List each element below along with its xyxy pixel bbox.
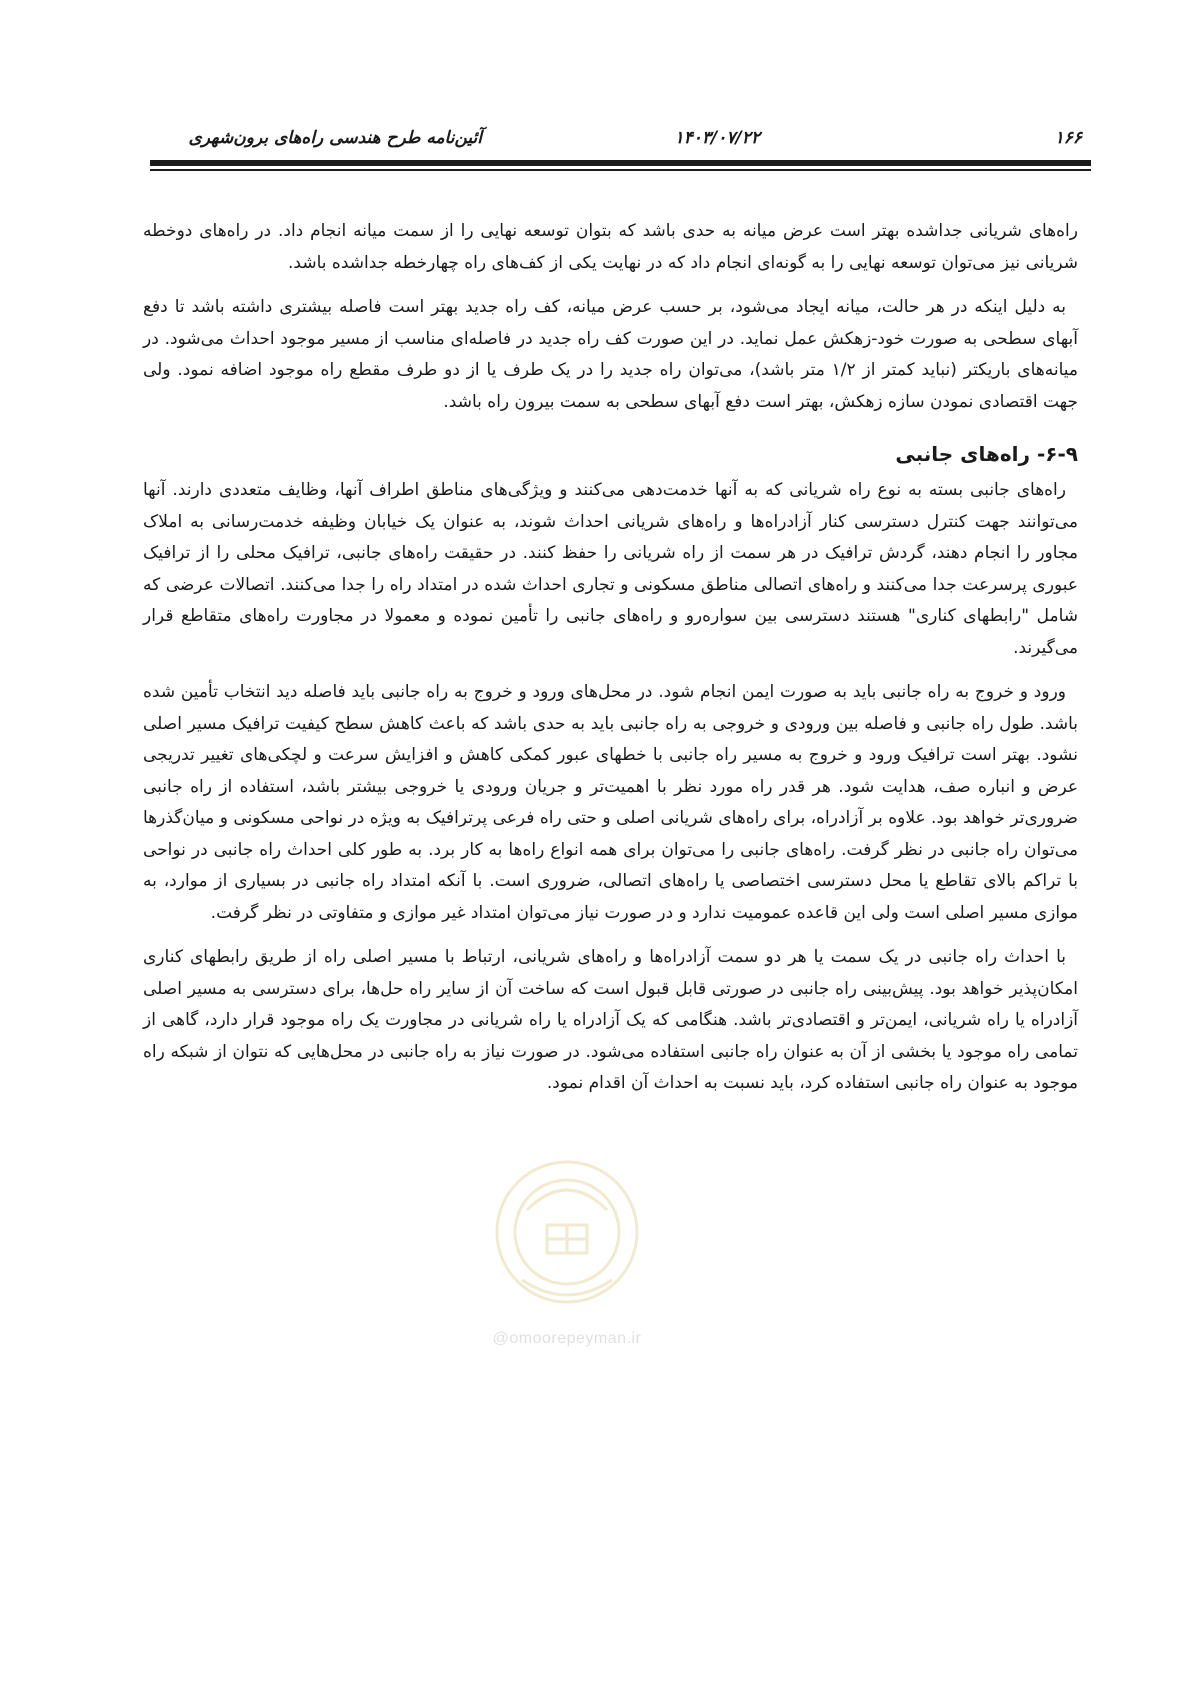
header-date: ۱۴۰۳/۰۷/۲۲ (674, 128, 760, 148)
watermark-logo (482, 1140, 652, 1370)
page-content (143, 216, 1078, 1113)
paragraph-top-1: راه‌های شریانی جداشده بهتر است عرض میانه به حدی باشد که بتوان توسعه نهایی را از سمت میانه انجام داد. در راه‌های دوخطه شریانی نیز می‌توان توسعه نهایی را به گونه‌ای انجام داد که در نهایت یکی از کف‌های راه چهارخطه جداشده باشد. (143, 221, 1078, 273)
page-header (150, 128, 1090, 158)
header-rule-thin (150, 169, 1091, 171)
section-paragraph-1: راه‌های جانبی بسته به نوع راه شریانی که به آنها خدمت‌دهی می‌کنند و ویژگی‌های مناطق اطراف آنها، وظایف متعددی دارند. آنها می‌توانند جهت کنترل دسترسی کنار آزادراه‌ها و راه‌های شریانی احداث شوند، به عنوان یک خیابان وظیفه خدمت‌رسانی به املاک مجاور را انجام دهند، گردش ترافیک در هر سمت از راه شریانی را حفظ کنند. در حقیقت راه‌های جانبی، ترافیک محلی را از ترافیک عبوری پرسرعت جدا می‌کنند و راه‌های اتصالی مناطق مسکونی و تجاری احداث شده در امتداد راه را جدا می‌کنند. اتصالات عرضی که شامل "رابطهای کناری" هستند دسترسی بین سواره‌رو و راه‌های جانبی را تأمین نموده و معمولا در مجاورت راه‌های متقاطع قرار می‌گیرند. (143, 480, 1078, 658)
watermark-text: @omoorepeyman.ir (492, 1330, 642, 1347)
header-title: آئین‌نامه طرح هندسی راه‌های برون‌شهری (188, 128, 482, 148)
section-paragraph-3: با احداث راه جانبی در یک سمت یا هر دو سمت آزادراه‌ها و راه‌های شریانی، ارتباط با مسیر اصلی راه از طریق رابطهای کناری امکان‌پذیر خواهد بود. پیش‌بینی راه جانبی در صورتی قابل قبول است که ساخت آن از سایر راه حل‌ها، برای دسترسی به مسیر اصلی آزادراه یا راه شریانی، ایمن‌تر و اقتصادی‌تر باشد. هنگامی که یک آزادراه یا راه شریانی در مجاورت یک راه موجود قرار دارد، گاهی از تمامی راه موجود یا بخشی از آن به عنوان راه جانبی استفاده می‌شود. در صورت نیاز به راه جانبی در محل‌هایی که نتوان از شبکه راه موجود به عنوان راه جانبی استفاده کرد، باید نسبت به احداث آن اقدام نمود. (143, 947, 1078, 1093)
header-rule-thick (150, 160, 1091, 166)
section-heading: ۶-۹- راه‌های جانبی (895, 442, 1078, 466)
page-number: ۱۶۶ (1054, 128, 1082, 148)
watermark-seal-icon (482, 1140, 652, 1330)
paragraph-top-2: به دلیل اینکه در هر حالت، میانه ایجاد می‌شود، بر حسب عرض میانه، کف راه جدید بهتر است فاصله بیشتری داشته باشد تا دفع آبهای سطحی به صورت خود-زهکش عمل نماید. در این صورت کف راه جدید در فاصله‌ای مناسب از مسیر موجود احداث می‌شود. در میانه‌های باریکتر (نباید کمتر از ۱/۲ متر باشد)، می‌توان راه جدید را در یک طرف یا از دو طرف مقطع راه موجود اضافه نمود. ولی جهت اقتصادی نمودن سازه زهکش، بهتر است دفع آبهای سطحی به سمت بیرون راه باشد. (143, 297, 1078, 412)
section-paragraph-2: ورود و خروج به راه جانبی باید به صورت ایمن انجام شود. در محل‌های ورود و خروج به راه جانبی باید فاصله دید انتخاب تأمین شده باشد. طول راه جانبی و فاصله بین ورودی و خروجی به راه جانبی باید به حدی باشد که باعث کاهش سطح کیفیت ترافیک مسیر اصلی نشود. بهتر است ترافیک ورود و خروج به مسیر راه جانبی با خطهای عبور کمکی کاهش و افزایش سرعت و لچکی‌های تغییر تدریجی عرض و انباره صف، هدایت شود. هر قدر راه مورد نظر با اهمیت‌تر و جریان ورودی یا خروجی بیشتر باشد، استفاده از راه جانبی ضروری‌تر خواهد بود. علاوه بر آزادراه، برای راه‌های شریانی اصلی و حتی راه فرعی پرترافیک به ویژه در نواحی مسکونی و میان‌گذرها می‌توان راه جانبی در نظر گرفت. راه‌های جانبی را می‌توان برای همه انواع راه‌ها به کار برد. به طور کلی احداث راه جانبی در نواحی با تراکم بالای تقاطع یا محل دسترسی اختصاصی یا راه‌های اتصالی، ضروری است. با آنکه امتداد راه جانبی در بسیاری از موارد، به موازی مسیر اصلی است ولی این قاعده عمومیت ندارد و در صورت نیاز می‌توان امتداد غیر موازی و متفاوتی در نظر گرفت. (143, 682, 1078, 923)
